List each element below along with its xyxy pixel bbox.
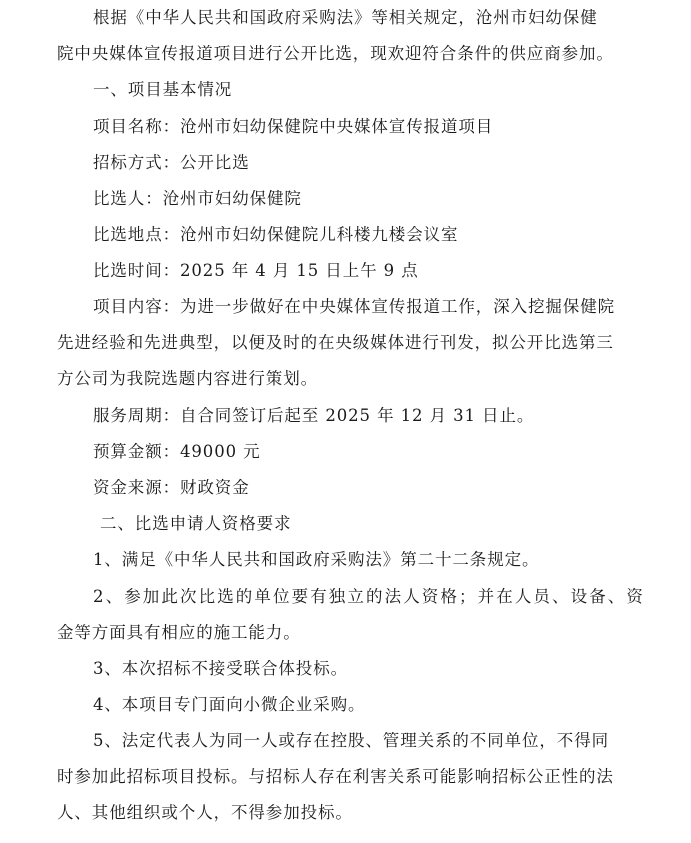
project-content-line-1: 项目内容：为进一步做好在中央媒体宣传报道工作，深入挖掘保健院 bbox=[93, 297, 615, 316]
qualification-item-5-line-1: 5、法定代表人为同一人或存在控股、管理关系的不同单位，不得同 bbox=[93, 731, 609, 750]
qualification-item-5-line-3: 人、其他组织或个人，不得参加投标。 bbox=[57, 803, 353, 822]
section-heading-basic-info: 一、项目基本情况 bbox=[93, 80, 233, 99]
intro-line-1: 根据《中华人民共和国政府采购法》等相关规定，沧州市妇幼保健 bbox=[93, 8, 598, 27]
qualification-item-5-line-2: 时参加此招标项目投标。与招标人存在利害关系可能影响招标公正性的法 bbox=[57, 767, 614, 786]
qualification-item-1: 1、满足《中华人民共和国政府采购法》第二十二条规定。 bbox=[93, 550, 540, 569]
selector: 比选人：沧州市妇幼保健院 bbox=[93, 189, 302, 208]
selection-location: 比选地点：沧州市妇幼保健院儿科楼九楼会议室 bbox=[93, 225, 459, 244]
intro-line-2: 院中央媒体宣传报道项目进行公开比选，现欢迎符合条件的供应商参加。 bbox=[57, 44, 614, 63]
project-content-line-3: 方公司为我院选题内容进行策划。 bbox=[57, 369, 318, 388]
funding-source: 资金来源：财政资金 bbox=[93, 478, 250, 497]
budget-amount: 预算金额：49000 元 bbox=[93, 442, 261, 461]
qualification-item-3: 3、本次招标不接受联合体投标。 bbox=[93, 659, 348, 678]
project-name: 项目名称：沧州市妇幼保健院中央媒体宣传报道项目 bbox=[93, 117, 494, 136]
project-content-line-2: 先进经验和先进典型，以便及时的在央级媒体进行刊发，拟公开比选第三 bbox=[57, 333, 614, 352]
selection-time: 比选时间：2025 年 4 月 15 日上午 9 点 bbox=[93, 261, 419, 280]
bidding-method: 招标方式：公开比选 bbox=[93, 153, 250, 172]
section-heading-qualifications: 二、比选申请人资格要求 bbox=[100, 514, 292, 533]
qualification-item-2-line-2: 金等方面具有相应的施工能力。 bbox=[57, 623, 301, 642]
qualification-item-4: 4、本项目专门面向小微企业采购。 bbox=[93, 695, 366, 714]
service-period: 服务周期：自合同签订后起至 2025 年 12 月 31 日止。 bbox=[93, 406, 535, 425]
qualification-item-2-line-1: 2、参加此次比选的单位要有独立的法人资格；并在人员、设备、资 bbox=[93, 587, 645, 606]
